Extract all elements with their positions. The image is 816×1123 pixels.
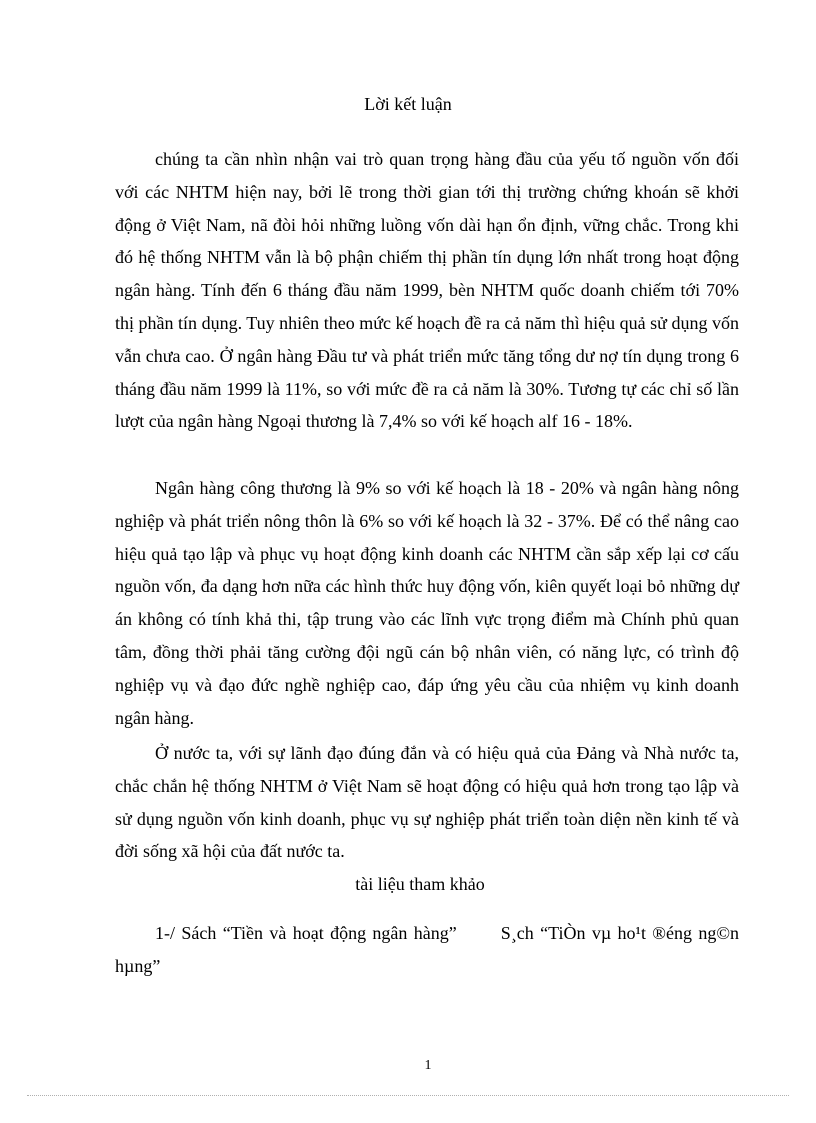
page-number: 1 <box>424 1058 432 1073</box>
reference-garbled-text: S¸ch “TiÒn vµ ho¹t ®éng ng©n hµng” <box>115 923 739 976</box>
body-paragraph: Ngân hàng công thương là 9% so với kế hoạch là 18 - 20% và ngân hàng nông nghiệp và phát triển nông thôn là 6% so với kế hoạch là 32 - 37%. Để có thể nâng cao hiệu quả tạo lập và phục vụ hoạt động kinh doanh các NHTM cần sắp xếp lại cơ cấu nguồn vốn, đa dạng hơn nữa các hình thức huy động vốn, kiên quyết loại bỏ những dự án không có tính khả thi, tập trung vào các lĩnh vực trọng điểm mà Chính phủ quan tâm, đồng thời phải tăng cường đội ngũ cán bộ nhân viên, có năng lực, có trình độ nghiệp vụ và đạo đức nghề nghiệp cao, đáp ứng yêu cầu của nhiệm vụ kinh doanh ngân hàng. <box>115 478 739 728</box>
body-paragraph: chúng ta cần nhìn nhận vai trò quan trọng hàng đầu của yếu tố nguồn vốn đối với các NHTM hiện nay, bởi lẽ trong thời gian tới thị trường chứng khoán sẽ khởi động ở Việt Nam, nã đòi hỏi những luồng vốn dài hạn ổn định, vững chắc. Trong khi đó hệ thống NHTM vẫn là bộ phận chiếm thị phần tín dụng lớn nhất trong hoạt động ngân hàng. Tính đến 6 tháng đầu năm 1999, bèn NHTM quốc doanh chiếm tới 70% thị phần tín dụng. Tuy nhiên theo mức kế hoạch đề ra cả năm thì hiệu quả sử dụng vốn vẫn chưa cao. Ở ngân hàng Đầu tư và phát triển mức tăng tổng dư nợ tín dụng trong 6 tháng đầu năm 1999 là 11%, so với mức đề ra cả năm là 30%. Tương tự các chỉ số lần lượt của ngân hàng Ngoại thương là 7,4% so với kế hoạch alf 16 - 18%. <box>115 149 739 432</box>
page-title: Lời kết luận <box>364 94 452 114</box>
reference-item <box>115 917 739 983</box>
reference-text: 1-/ Sách “Tiền và hoạt động ngân hàng” <box>155 923 457 943</box>
references-heading: tài liệu tham khảo <box>355 874 485 894</box>
page-bottom-divider <box>27 1095 789 1096</box>
body-paragraph: Ở nước ta, với sự lãnh đạo đúng đắn và có hiệu quả của Đảng và Nhà nước ta, chắc chắn hệ thống NHTM ở Việt Nam sẽ hoạt động có hiệu quả hơn trong tạo lập và sử dụng nguồn vốn kinh doanh, phục vụ sự nghiệp phát triển toàn diện nền kinh tế và đời sống xã hội của đất nước ta. <box>115 743 739 862</box>
